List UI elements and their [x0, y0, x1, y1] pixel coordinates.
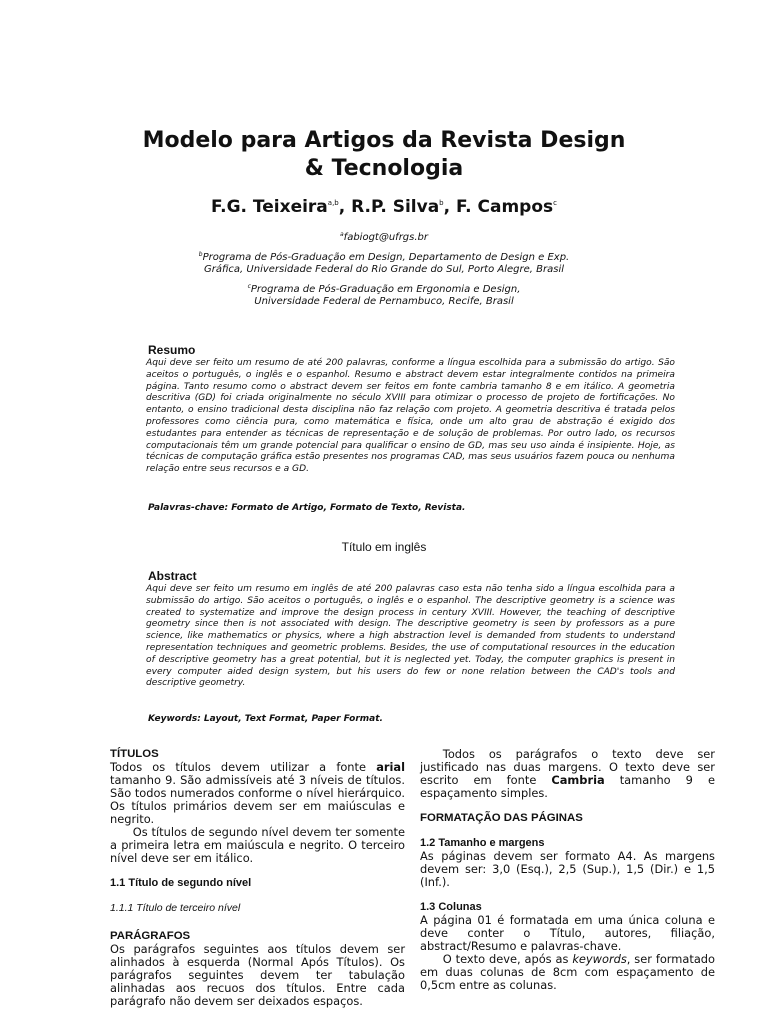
paragraph-text: Todos os parágrafos o texto deve ser justificado nas duas margens. O texto deve ser escrito em fonte: [420, 747, 715, 787]
right-column: [420, 748, 715, 992]
abstract-keywords: [148, 714, 675, 725]
abstract-text: Aqui deve ser feito um resumo em inglês de até 200 palavras caso esta não tenha sido a língua escolhida para a submissão do artigo. São aceitos o português, o inglês e o espanhol. The descriptive geometry is a science was created to systematize and improve the design process in century XVIII. However, the teaching of descriptive geometry since then is not associated with design. The descriptive geometry is seen by professors as a pure science, like mathematics or physics, where a high abstraction level is demanded from students to understand representation techniques and geometric problems. Besides, the use of computational resources in the education of descriptive geometry has a great potential, but it is neglected yet. Today, the computer graphics is present in every computer aided design system, but his users do few or none relation between the CAD's tools and descriptive geometry.: [146, 584, 675, 689]
affiliation-c: [140, 281, 628, 308]
affiliation-b-line1: Programa de Pós-Graduação em Design, Departamento de Design e Exp.: [202, 252, 570, 263]
paragraph: [420, 953, 715, 992]
resumo-keywords: [148, 503, 675, 514]
english-title: Título em inglês: [341, 540, 427, 554]
abstract-heading: Abstract: [148, 569, 197, 583]
author-list: [140, 192, 628, 218]
subsection-heading-tamanho: 1.2 Tamanho e margens: [420, 837, 545, 849]
resumo-heading: Resumo: [148, 343, 196, 357]
paper-title: Modelo para Artigos da Revista Design & Tecnologia: [142, 128, 626, 181]
keywords-values: Layout, Text Format, Paper Format.: [200, 714, 383, 724]
author-name: R.P. Silva: [351, 197, 440, 217]
paragraph-text: , ser formatado em duas colunas de 8cm com espaçamento de 0,5cm entre as colunas.: [420, 952, 716, 992]
paragraph-text: tamanho 9 e espaçamento simples.: [420, 773, 715, 800]
contact-email: [140, 229, 628, 244]
author-affiliation-mark: c: [553, 199, 557, 207]
author-separator: ,: [443, 197, 457, 217]
keywords-label: Keywords:: [148, 714, 201, 724]
paragraph: As páginas devem ser formato A4. As margens devem ser: 3,0 (Esq.), 2,5 (Sup.), 1,5 (Dir.) e 1,5 (Inf.).: [420, 849, 715, 889]
left-column: [110, 748, 405, 1008]
bold-text: Cambria: [551, 773, 605, 787]
paragraph: Os parágrafos seguintes aos títulos devem ser alinhados à esquerda (Normal Após Títulos). Os parágrafos seguintes devem ter tabulação alinhadas aos recuos dos títulos. Entre cada parágrafo não devem ser deixados espaços.: [110, 942, 405, 1008]
section-heading-titulos: TÍTULOS: [110, 748, 159, 760]
subsection-heading-colunas: 1.3 Colunas: [420, 901, 482, 913]
affiliation-b-line2: Gráfica, Universidade Federal do Rio Grande do Sul, Porto Alegre, Brasil: [203, 264, 564, 275]
keywords-label: Palavras-chave: [148, 503, 225, 513]
italic-text: keywords: [572, 952, 627, 966]
section-heading-formatacao: FORMATAÇÃO DAS PÁGINAS: [420, 812, 583, 824]
author-affiliation-mark: a,b: [327, 199, 339, 207]
paragraph-text: Todos os títulos devem utilizar a fonte: [110, 760, 377, 774]
paragraph: A página 01 é formatada em uma única coluna e deve conter o Título, autores, filiação, abstract/Resumo e palavras-chave.: [420, 913, 715, 953]
affiliation-b: [140, 249, 628, 276]
author-name: F. Campos: [456, 197, 554, 217]
keywords-values: : Formato de Artigo, Formato de Texto, Revista.: [224, 503, 466, 513]
section-heading-paragrafos: PARÁGRAFOS: [110, 930, 191, 942]
subsection-heading-example: 1.1 Título de segundo nível: [110, 877, 252, 889]
email-mark: a: [339, 231, 344, 238]
paragraph: [110, 761, 405, 826]
paragraph-text: tamanho 9. São admissíveis até 3 níveis de títulos. São todos numerados conforme o nível hierárquico. Os títulos primários devem ser em maiúsculas e negrito.: [110, 773, 405, 826]
bold-text: arial: [376, 760, 405, 774]
affiliation-b-mark: b: [198, 251, 203, 258]
paragraph: [420, 748, 715, 800]
resumo-text: Aqui deve ser feito um resumo de até 200 palavras, conforme a língua escolhida para a submissão do artigo. São aceitos o português, o inglês e o espanhol. Resumo e abstract devem estar integralmente contidos na primeira página. Tanto resumo como o abstract devem ser feitos em fonte cambria tamanho 8 e em itálico. A geometria descritiva (GD) foi criada originalmente no século XVIII para otimizar o processo de projeto de fortificações. No entanto, o ensino tradicional desta disciplina não faz relação com projeto. A geometria descritiva é tratada pelos professores como ciência pura, como matemática e física, onde um alto grau de abstração é exigido dos estudantes para entender as técnicas de representação e de solução de problemas. Por outro lado, os recursos computacionais têm um grande potencial para qualificar o ensino de GD, mas seu uso ainda é insipiente. Hoje, as técnicas de computação gráfica estão presentes nos programas CAD, mas seus usuários fazem pouca ou nenhuma relação entre seus recursos e a GD.: [146, 358, 675, 475]
paragraph: Os títulos de segundo nível devem ter somente a primeira letra em maiúscula e negrito. O terceiro nível deve ser em itálico.: [110, 825, 405, 865]
author-name: F.G. Teixeira: [211, 197, 328, 217]
email-text: fabiogt@ufrgs.br: [343, 232, 428, 243]
affiliation-c-line2: Universidade Federal de Pernambuco, Recife, Brasil: [254, 296, 514, 307]
author-affiliation-mark: b: [439, 199, 444, 207]
paragraph-text: O texto deve, após as: [442, 952, 573, 966]
author-separator: ,: [338, 197, 352, 217]
affiliation-c-mark: c: [247, 283, 251, 290]
subsubsection-heading-example: 1.1.1 Título de terceiro nível: [110, 902, 241, 914]
affiliation-c-line1: Programa de Pós-Graduação em Ergonomia e Design,: [250, 284, 521, 295]
